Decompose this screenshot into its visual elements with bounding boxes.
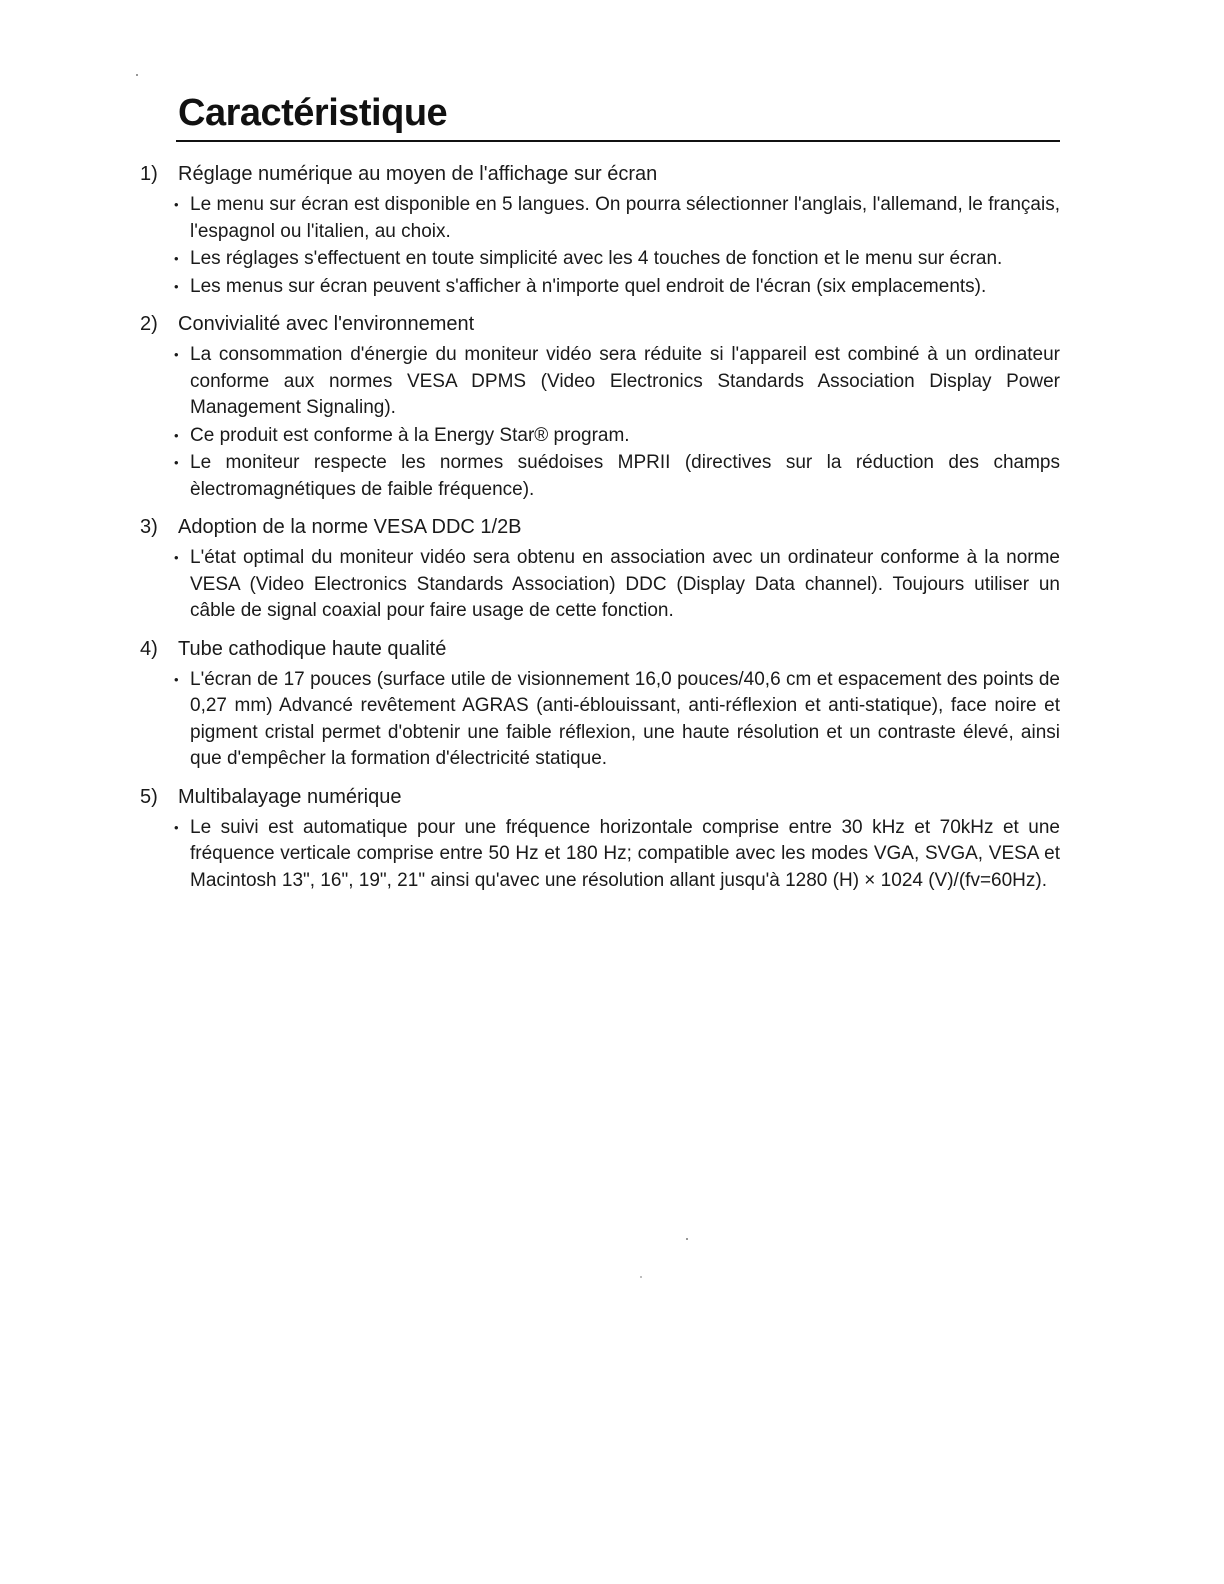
section-title: Tube cathodique haute qualité (178, 637, 447, 660)
bullet-item (174, 192, 1060, 245)
section-title: Adoption de la norme VESA DDC 1/2B (178, 516, 522, 538)
bullet-list (140, 815, 1060, 895)
bullet-text: Ce produit est conforme à la Energy Star® program. (190, 424, 630, 446)
page-title: Caractéristique (178, 92, 448, 134)
feature-section-1 (140, 160, 1060, 300)
bullet-text: Les menus sur écran peuvent s'afficher à n'importe quel endroit de l'écran (six emplacements). (190, 275, 987, 297)
bullet-dot-icon: • (174, 251, 179, 266)
bullet-item (174, 450, 1060, 503)
bullet-dot-icon: • (174, 671, 179, 687)
section-number: 5) (140, 785, 158, 808)
bullet-item (174, 815, 1060, 895)
scan-speck (640, 1276, 642, 1278)
bullet-list (140, 342, 1060, 503)
section-number: 4) (140, 637, 158, 660)
bullet-list (140, 545, 1060, 625)
title-underline (176, 140, 1060, 142)
section-title: Convivialité avec l'environnement (178, 313, 475, 335)
bullet-item (174, 342, 1060, 422)
section-heading (140, 160, 1060, 188)
bullet-text: Le menu sur écran est disponible en 5 langues. On pourra sélectionner l'anglais, l'allemand, le français, l'espagnol ou l'italien, au choix. (190, 194, 1060, 242)
bullet-dot-icon: • (174, 197, 179, 212)
bullet-dot-icon: • (174, 347, 179, 362)
bullet-text: L'état optimal du moniteur vidéo sera obtenu en association avec un ordinateur conforme à la norme VESA (Video Electronics Standards Association) DDC (Display Data channel). Toujours utiliser un câble de signal coaxial pour faire usage de cette fonction. (190, 547, 1060, 621)
section-heading (140, 310, 1060, 338)
section-heading (140, 513, 1060, 541)
bullet-item (174, 246, 1060, 273)
bullet-text: Les réglages s'effectuent en toute simplicité avec les 4 touches de fonction et le menu sur écran. (190, 248, 1003, 269)
bullet-dot-icon: • (174, 819, 179, 835)
bullet-item (174, 274, 1060, 301)
feature-section-4 (140, 635, 1060, 773)
bullet-text: Le moniteur respecte les normes suédoises MPRII (directives sur la réduction des champs èlectromagnétiques de faible fréquence). (190, 452, 1060, 500)
feature-section-2 (140, 310, 1060, 503)
bullet-dot-icon: • (174, 455, 179, 470)
bullet-list (140, 192, 1060, 300)
bullet-item (174, 667, 1060, 773)
bullet-dot-icon: • (174, 550, 179, 565)
section-number: 1) (140, 163, 158, 185)
bullet-text: Le suivi est automatique pour une fréquence horizontale comprise entre 30 kHz et 70kHz et une fréquence verticale comprise entre 50 Hz et 180 Hz; compatible avec les modes VGA, SVGA, VESA et Macintosh 13", 16", 19", 21" ainsi qu'avec une résolution allant jusqu'à 1280 (H) × 1024 (V)/(fv=60Hz). (190, 816, 1060, 891)
bullet-dot-icon: • (174, 278, 179, 294)
section-heading (140, 783, 1060, 811)
bullet-text: La consommation d'énergie du moniteur vidéo sera réduite si l'appareil est combiné à un ordinateur conforme aux normes VESA DPMS (Video Electronics Standards Association Display Power Management Signaling). (190, 344, 1060, 418)
section-number: 2) (140, 313, 158, 335)
bullet-item (174, 545, 1060, 625)
section-title: Multibalayage numérique (178, 785, 402, 808)
bullet-item (174, 423, 1060, 450)
section-number: 3) (140, 516, 158, 538)
bullet-list (140, 667, 1060, 773)
bullet-dot-icon: • (174, 427, 179, 443)
bullet-text: L'écran de 17 pouces (surface utile de visionnement 16,0 pouces/40,6 cm et espacement des points de 0,27 mm) Advancé revêtement AGRAS (anti-éblouissant, anti-réflexion et anti-statique), face noire et pigment cristal permet d'obtenir une faible réflexion, une haute résolution et un contraste élevé, ainsi que d'empêcher la formation d'électricité statique. (190, 668, 1060, 769)
section-title: Réglage numérique au moyen de l'affichage sur écran (178, 163, 658, 185)
section-heading (140, 635, 1060, 663)
feature-list (140, 160, 1060, 904)
scan-speck (136, 74, 138, 76)
feature-section-3 (140, 513, 1060, 625)
feature-section-5 (140, 783, 1060, 895)
scan-speck (686, 1238, 688, 1240)
